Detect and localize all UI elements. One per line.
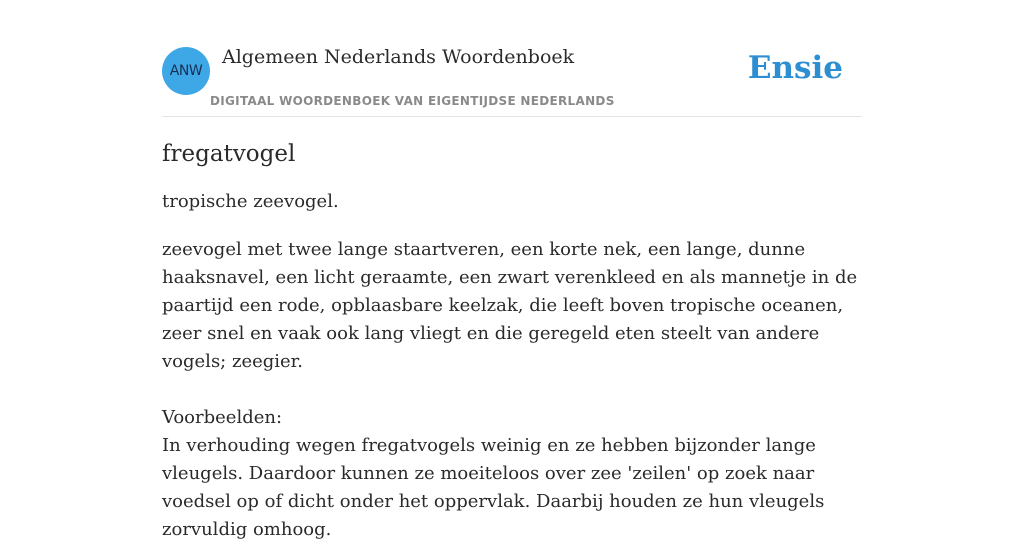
- long-definition: zeevogel met twee lange staartveren, een korte nek, een lange, dunne haaksnavel, een licht geraamte, een zwart verenkleed en als mannetje in de paartijd een rode, opblaasbare keelzak, die leeft boven tropische oceanen, zeer snel en vaak ook lang vliegt en die geregeld eten steelt van andere vogels; zeegier.: [162, 239, 858, 372]
- examples-label: Voorbeelden:: [162, 407, 283, 428]
- entry-headword: fregatvogel: [162, 141, 296, 167]
- entry-content: [162, 138, 862, 544]
- example-sentence: In verhouding wegen fregatvogels weinig en ze hebben bijzonder lange vleugels. Daardoor kunnen ze moeiteloos over zee 'zeilen' op zoek naar voedsel op of dicht onder het oppervlak. Daarbij houden ze hun vleugels zorvuldig omhoog.: [162, 435, 825, 540]
- short-definition: tropische zeevogel.: [162, 191, 339, 212]
- site-subtitle: DIGITAAL WOORDENBOEK VAN EIGENTIJDSE NEDERLANDS: [210, 94, 615, 108]
- site-header: [162, 40, 862, 117]
- anw-logo[interactable]: [162, 47, 210, 95]
- ensie-logo-link[interactable]: Ensie: [747, 50, 843, 86]
- site-title[interactable]: Algemeen Nederlands Woordenboek: [222, 46, 575, 68]
- logo-text: ANW: [169, 63, 203, 79]
